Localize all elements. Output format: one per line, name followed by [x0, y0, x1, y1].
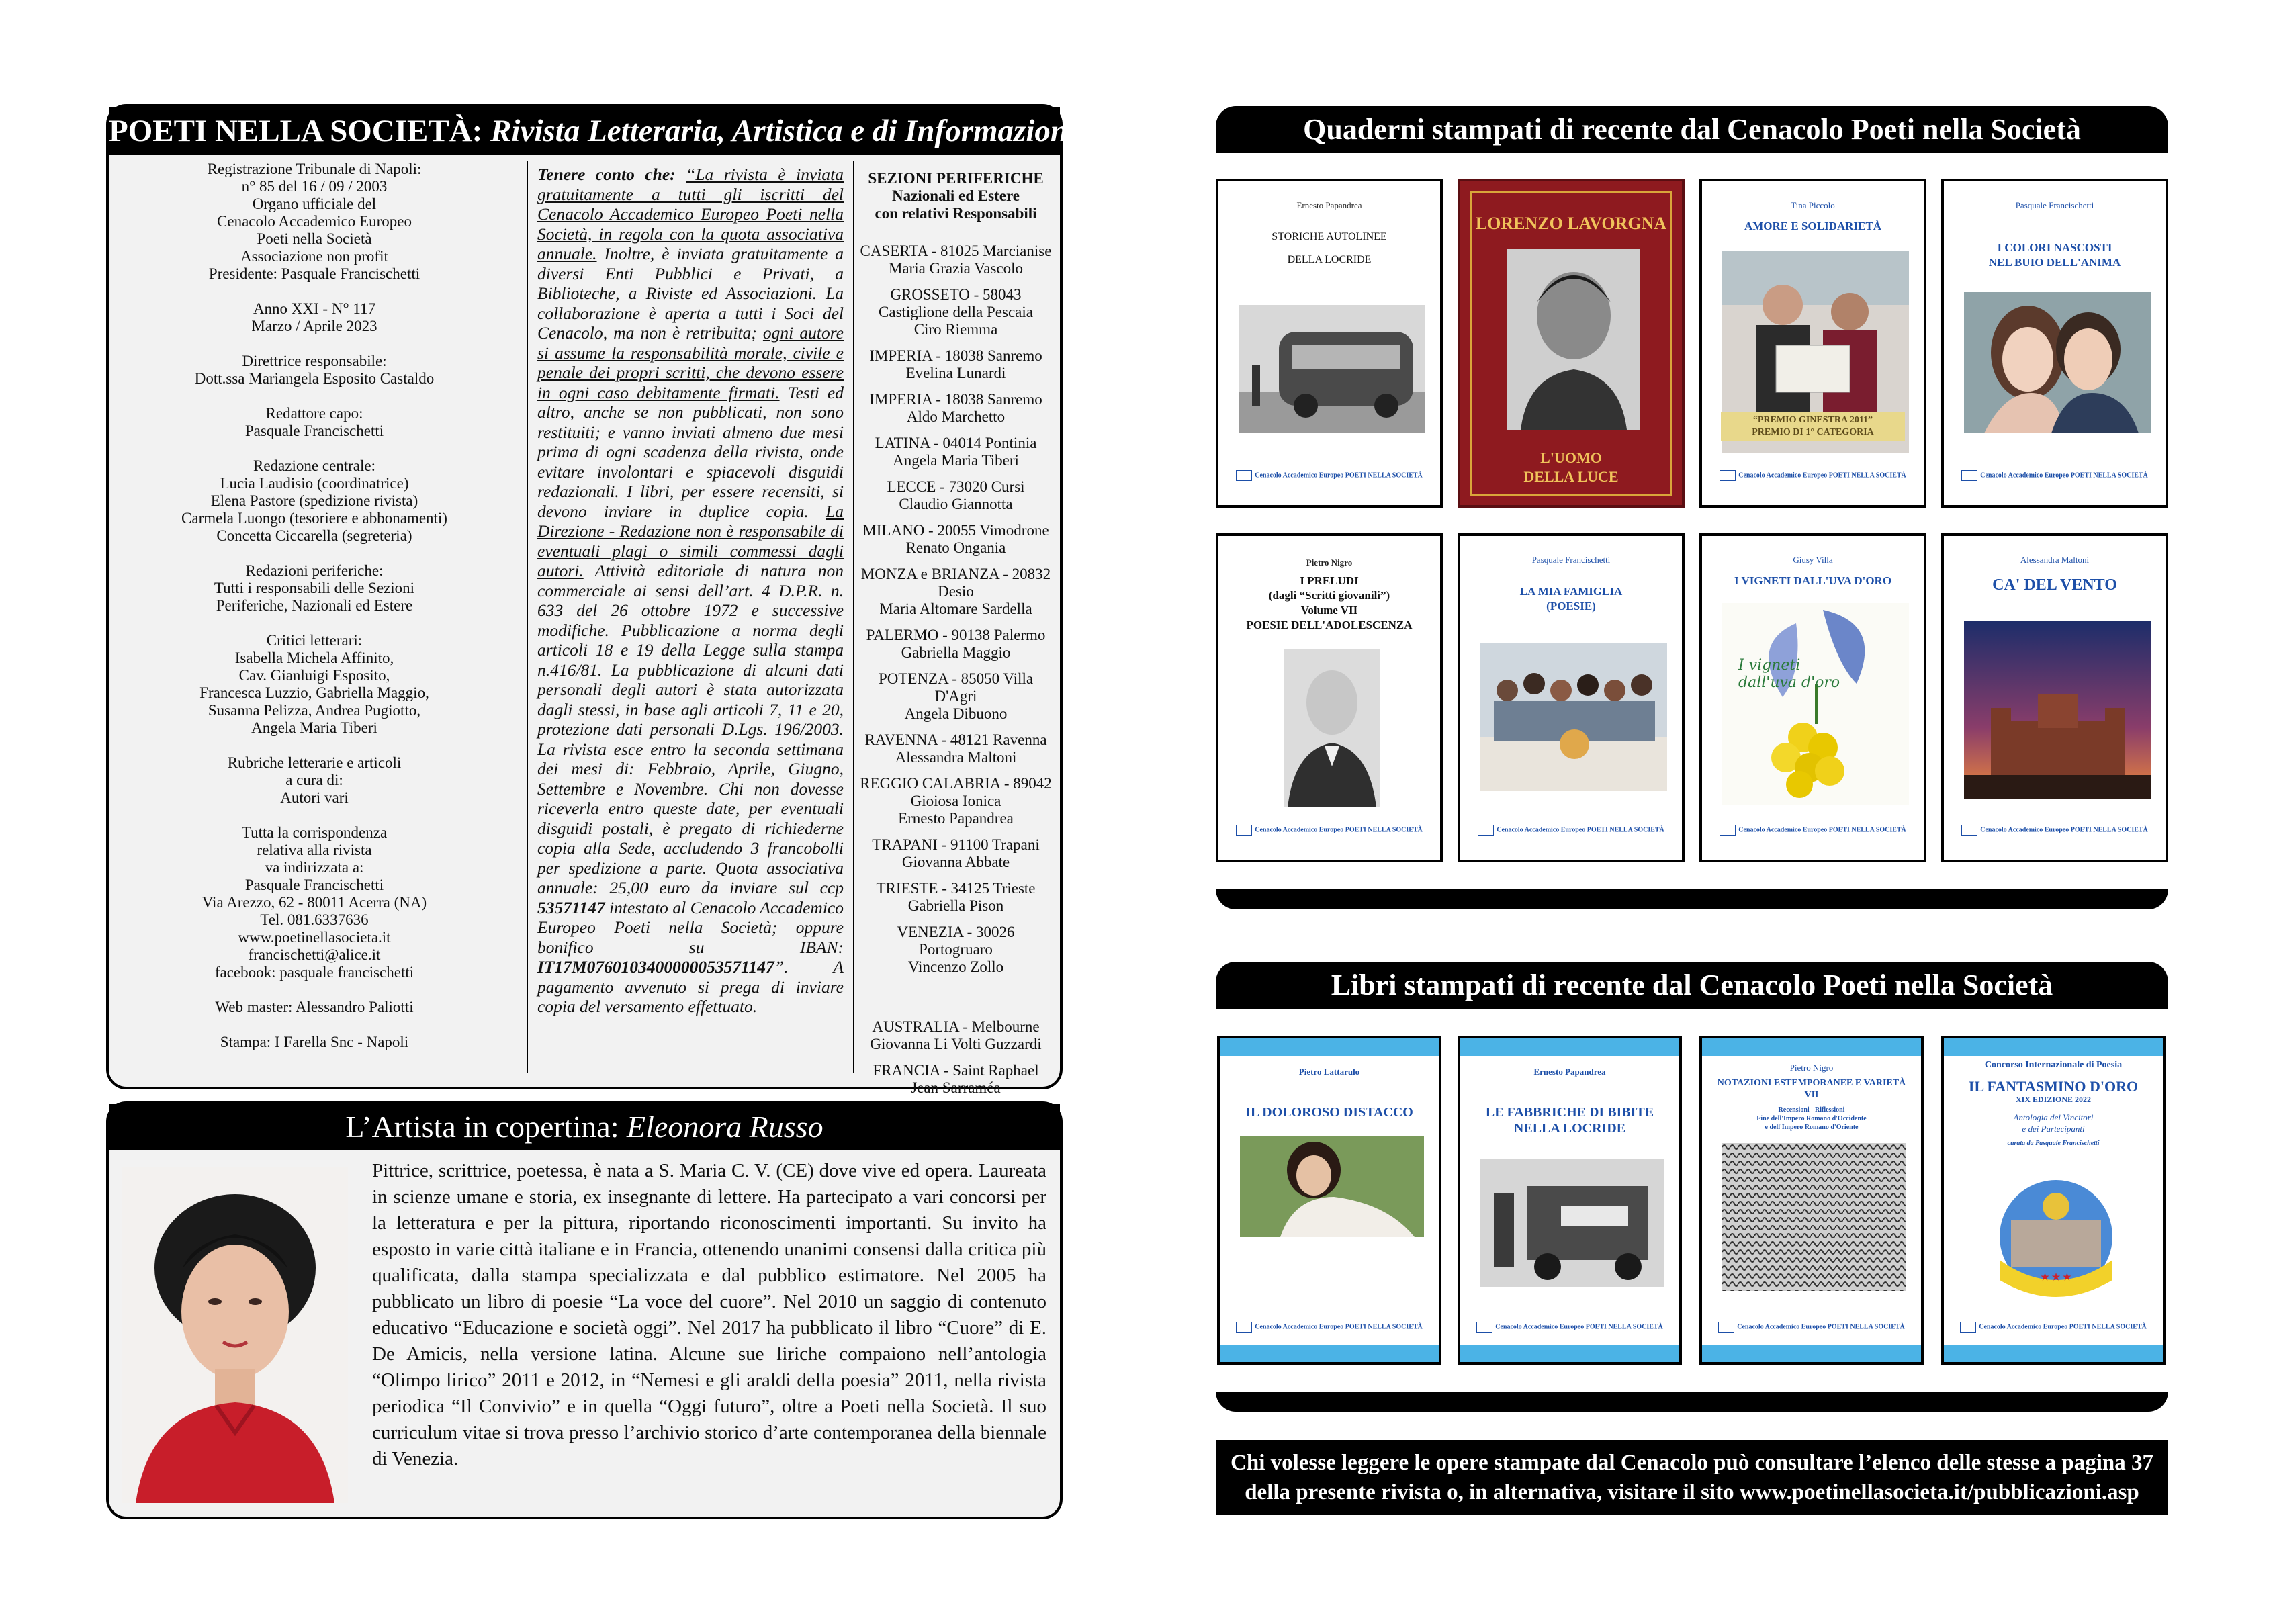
section-item: MONZA e BRIANZA - 20832 Desio Maria Altomare Sardella — [860, 566, 1051, 617]
terms-ccp: 53571147 — [537, 897, 605, 917]
book-cover-image — [1284, 649, 1380, 807]
artist-portrait-photo — [122, 1167, 348, 1503]
publisher-logo-icon — [1718, 1322, 1734, 1333]
terms-text-3: Attività editoriale di natura non commerciale ai sensi dell’art. 4 D.P.R. n. 633 del 26 ottobre 1972 e successive modifiche. Pubblicazione a norma degli articoli 18 e 19 della Legge sulla stampa n.416/81. La pubblicazione di alcuni dati personali degli autori è stata autorizzata dagli stessi, in base agli articoli 7, 11 e 20, protezione dati personali D.Lgs. 196/2003. La rivista esce entro la seconda settimana dei mesi di: Febbraio, Aprile, Giugno, Settembre e Novembre. Chi non dovesse riceverla entro queste date, per eventuali disguidi postali, è pregato di richiederne copia alla Sede, accludendo 3 francobolli per spedizione a parte. Quota associativa annuale: 25,00 euro da inviare sul ccp — [537, 561, 844, 897]
publisher-logo-icon — [1236, 825, 1252, 836]
publications-note — [1216, 1440, 2168, 1515]
section-item: POTENZA - 85050 Villa D'Agri Angela Dibuono — [878, 670, 1034, 722]
section-item: MILANO - 20055 Vimodrone Renato Ongania — [862, 522, 1049, 556]
note-line-1: Chi volesse leggere le opere stampate dal Cenacolo può consultare l’elenco delle stesse a pagina 37 — [1231, 1451, 2153, 1475]
cover-stripe — [1702, 1038, 1921, 1056]
credits-block: Critici letterari: Isabella Michela Affinito, Cav. Gianluigi Esposito, Francesca Luzzio, Gabriella Maggio, Susanna Pelizza, Andrea Pugiotto, Angela Maria Tiberi — [199, 632, 429, 736]
publisher-logo-icon — [1478, 825, 1494, 836]
publisher-name: Cenacolo Accademico Europeo POETI NELLA SOCIETÀ — [1255, 1323, 1423, 1331]
section-item: TRAPANI - 91100 Trapani Giovanna Abbate — [872, 836, 1040, 870]
terms-underlined-2: ogni autore si assume la responsabilità morale, civile e penale dei propri scritti, che devono essere in ogni caso debitamente firmati. — [537, 323, 844, 402]
quaderno-cover — [1458, 533, 1685, 862]
credits-block: Redazioni periferiche: Tutti i responsabili delle Sezioni Periferiche, Nazionali ed Estere — [214, 562, 415, 614]
terms-underlined-3: La Direzione - Redazione non è responsabile di eventuali plagi o simili commessi dagli autori. — [537, 501, 844, 580]
foreign-section-item: AUSTRALIA - Melbourne Giovanna Li Volti Guzzardi — [870, 1018, 1042, 1052]
book-cover-image — [1480, 643, 1667, 791]
foreign-section-item: FRANCIA - Saint Raphael Jean Sarraméa — [873, 1062, 1039, 1096]
credits-block: Web master: Alessandro Paliotti — [215, 999, 414, 1016]
artist-title — [109, 1104, 1060, 1150]
publisher-logo-icon — [1720, 470, 1736, 481]
book-subtitle: Antologia dei Vincitori e dei Partecipanti — [2013, 1112, 2094, 1134]
publisher-logo — [1944, 825, 2166, 836]
credits-block: Rubriche letterarie e articoli a cura di: Autori vari — [227, 754, 402, 806]
book-title: CA' DEL VENTO — [1992, 576, 2117, 594]
section-item: RAVENNA - 48121 Ravenna Alessandra Maltoni — [864, 731, 1047, 766]
quaderno-cover — [1216, 179, 1443, 508]
credits-block: Stampa: I Farella Snc - Napoli — [220, 1034, 409, 1050]
artist-title-plain: L’Artista in copertina: — [345, 1110, 619, 1144]
credits-block: Registrazione Tribunale di Napoli: n° 85 del 16 / 09 / 2003 Organo ufficiale del Cenacolo Accademico Europeo Poeti nella Società Associazione non profit Presidente: Pasquale Francischetti — [207, 161, 422, 282]
book-author: Pietro Lattarulo — [1298, 1067, 1360, 1077]
terms-text-5: ”. A pagamento avvenuto si prega di inviare copia del versamento effettuato. — [537, 957, 844, 1016]
publisher-logo — [1944, 470, 2166, 481]
quaderno-cover — [1699, 179, 1926, 508]
cover-stripe — [1220, 1345, 1439, 1362]
credits-block: Tutta la corrispondenza relativa alla rivista va indirizzata a: Pasquale Francischetti Via Arezzo, 62 - 80011 Acerra (NA) Tel. 081.6337636 www.poetinellasocieta.it francischetti@alice.it facebook: pasquale francischetti — [202, 824, 427, 981]
section-item: IMPERIA - 18038 Sanremo Evelina Lunardi — [869, 347, 1042, 381]
book-author: Ernesto Papandrea — [1533, 1067, 1606, 1077]
terms-text-2: Testi ed altro, anche se non pubblicati, non sono restituiti; e vanno inviati almeno due mesi prima di ogni scadenza della rivista, onde evitare involontari e spiacevoli disguidi redazionali. I libri, per essere recensiti, si devono inviare in duplice copia. — [537, 382, 844, 521]
quaderni-header: Quaderni stampati di recente dal Cenacolo Poeti nella Società — [1216, 106, 2168, 153]
book-title: L'UOMO DELLA LUCE — [1523, 449, 1619, 485]
book-title: I COLORI NASCOSTI NEL BUIO DELL'ANIMA — [1988, 241, 2121, 269]
book-author: Pasquale Francischetti — [2015, 200, 2094, 210]
book-subtitle: Recensioni - Riflessioni Fine dell'Impero Romano d'Occidente e dell'Impero Romano d'Oriente — [1756, 1106, 1867, 1131]
book-title: LA MIA FAMIGLIA (POESIE) — [1519, 585, 1623, 613]
terms-lead: Tenere conto che: — [537, 165, 676, 184]
publisher-logo — [1702, 825, 1924, 836]
publisher-logo — [1460, 825, 1682, 836]
libro-cover — [1941, 1036, 2166, 1365]
libro-cover — [1217, 1036, 1441, 1365]
terms-text-1: Inoltre, è inviata gratuitamente a diversi Enti Pubblici e Privati, a Biblioteche, a Riviste ed Associazioni. La collaborazione è aperta a tutti i Soci del Cenacolo, ma non è retribuita; — [537, 244, 844, 343]
book-title: LE FABBRICHE DI BIBITE NELLA LOCRIDE — [1485, 1105, 1654, 1136]
book-cover-handwriting: I vigneti dall'uva d'oro — [1738, 657, 1840, 691]
book-cover-image — [1964, 621, 2151, 799]
masthead-terms-column — [527, 161, 854, 1073]
quaderno-cover — [1941, 533, 2168, 862]
quaderno-cover — [1216, 533, 1443, 862]
publisher-logo — [1460, 1322, 1679, 1333]
book-cover-image — [1480, 1159, 1664, 1287]
section-item: LATINA - 04014 Pontinia Angela Maria Tiberi — [875, 435, 1037, 469]
book-title: I VIGNETI DALL'UVA D'ORO — [1734, 574, 1892, 587]
book-cover-image — [1984, 1179, 2128, 1294]
publisher-name: Cenacolo Accademico Europeo POETI NELLA SOCIETÀ — [1738, 471, 1906, 480]
masthead-sections-column — [858, 161, 1053, 1096]
book-title: I PRELUDI (dagli “Scritti giovanili”) Volume VII POESIE DELL'ADOLESCENZA — [1246, 574, 1413, 631]
book-curator: curata da Pasquale Francischetti — [2007, 1140, 2100, 1147]
book-author: Giusy Villa — [1793, 555, 1833, 565]
publisher-logo — [1944, 1322, 2163, 1333]
quaderni-footer-bar — [1216, 889, 2168, 909]
cover-stripe — [1944, 1038, 2163, 1056]
book-title: IL DOLOROSO DISTACCO — [1245, 1105, 1413, 1120]
quaderno-cover — [1699, 533, 1926, 862]
publisher-logo-icon — [1720, 825, 1736, 836]
masthead-title-italic: Rivista Letteraria, Artistica e di Informazione — [490, 114, 1082, 148]
terms-iban: IT17M0760103400000053571147 — [537, 957, 774, 977]
book-author: Alessandra Maltoni — [2020, 555, 2090, 565]
publisher-logo-icon — [1960, 1322, 1976, 1333]
book-title: STORICHE AUTOLINEE DELLA LOCRIDE — [1272, 231, 1387, 265]
cover-stripe — [1944, 1345, 2163, 1362]
cover-stripe — [1460, 1345, 1679, 1362]
section-item: TRIESTE - 34125 Trieste Gabriella Pison — [876, 880, 1036, 914]
masthead-title-bold: POETI NELLA SOCIETÀ: — [109, 114, 483, 148]
libri-footer-bar — [1216, 1392, 2168, 1412]
credits-block: Redazione centrale: Lucia Laudisio (coordinatrice) Elena Pastore (spedizione rivista) Carmela Luongo (tesoriere e abbonamenti) Concetta Ciccarella (segreteria) — [181, 457, 447, 544]
book-cover-image — [1239, 305, 1425, 433]
libro-cover — [1458, 1036, 1682, 1365]
book-cover-image — [1722, 603, 1909, 805]
sections-header: SEZIONI PERIFERICHE Nazionali ed Estere con relativi Responsabili — [868, 170, 1044, 222]
publisher-logo — [1218, 825, 1440, 836]
section-item: CASERTA - 81025 Marcianise Maria Grazia Vascolo — [860, 242, 1052, 277]
masthead-credits-column — [118, 161, 510, 1073]
artist-title-name: Eleonora Russo — [626, 1110, 823, 1144]
publisher-name: Cenacolo Accademico Europeo POETI NELLA SOCIETÀ — [1495, 1323, 1663, 1331]
publisher-name: Cenacolo Accademico Europeo POETI NELLA SOCIETÀ — [1980, 471, 2148, 480]
book-cover-image — [1964, 292, 2151, 433]
book-author: Tina Piccolo — [1791, 200, 1835, 210]
section-item: IMPERIA - 18038 Sanremo Aldo Marchetto — [869, 391, 1042, 425]
quaderno-cover — [1941, 179, 2168, 508]
book-author: Ernesto Papandrea — [1296, 200, 1362, 210]
publisher-logo-icon — [1961, 825, 1977, 836]
masthead-title — [109, 107, 1082, 155]
publisher-logo-icon — [1236, 1322, 1252, 1333]
publisher-logo-icon — [1476, 1322, 1492, 1333]
publisher-name: Cenacolo Accademico Europeo POETI NELLA SOCIETÀ — [1980, 826, 2148, 834]
credits-block: Direttrice responsabile: Dott.ssa Mariangela Esposito Castaldo — [194, 353, 435, 387]
book-author: LORENZO LAVORGNA — [1475, 214, 1667, 233]
publisher-name: Cenacolo Accademico Europeo POETI NELLA SOCIETÀ — [1255, 471, 1423, 480]
credits-block: Anno XXI - N° 117 Marzo / Aprile 2023 — [251, 300, 377, 334]
section-item: PALERMO - 90138 Palermo Gabriella Maggio — [866, 627, 1046, 661]
book-title: IL FANTASMINO D'ORO — [1968, 1078, 2139, 1095]
book-author: Pasquale Francischetti — [1531, 555, 1611, 565]
publisher-logo — [1218, 470, 1440, 481]
publisher-logo — [1220, 1322, 1439, 1333]
book-title: AMORE E SOLIDARIETÀ — [1744, 220, 1882, 232]
publisher-logo — [1702, 470, 1924, 481]
masthead-panel — [106, 104, 1082, 1096]
publisher-logo-icon — [1961, 470, 1977, 481]
publisher-name: Cenacolo Accademico Europeo POETI NELLA SOCIETÀ — [1497, 826, 1664, 834]
book-cover-caption: “PREMIO GINESTRA 2011” PREMIO DI 1° CATEGORIA — [1721, 412, 1905, 441]
artist-panel — [106, 1101, 1063, 1519]
publisher-name: Cenacolo Accademico Europeo POETI NELLA SOCIETÀ — [1737, 1323, 1905, 1331]
book-cover-image — [1507, 249, 1640, 430]
section-item: GROSSETO - 58043 Castiglione della Pescaia Ciro Riemma — [879, 286, 1033, 338]
book-cover-image — [1240, 1136, 1424, 1237]
section-item: VENEZIA - 30026 Portogruaro Vincenzo Zollo — [897, 923, 1015, 975]
section-item: LECCE - 73020 Cursi Claudio Giannotta — [887, 478, 1025, 512]
libro-cover — [1699, 1036, 1924, 1365]
artist-biography: Pittrice, scrittrice, poetessa, è nata a S. Maria C. V. (CE) dove vive ed opera. Laureata in scienze umane e storia, ex insegnante di lettere. Ha partecipato a vari concorsi per la letteratura e per la pittura, riportando riconoscimenti importanti. Su invito ha esposto in varie città italiane e in Francia, ottenendo unanimi consensi dalla critica più qualificata, dalla stampa specializzata e dal pubblico estimatore. Nel 2005 ha pubblicato un libro di poesie “La voce del cuore”. Nel 2010 un saggio di contenuto educativo “Educazione e società oggi”. Nel 2017 ha pubblicato il libro “Cuore” di E. De Amicis, nella versione latina. Alcune sue liriche compaiono nell’antologia “Olimpo lirico” 2011 e 2012, in “Nemesi e gli araldi della poesia” 2011, nella rivista periodica “Il Convivio” e in quella “Oggi futuro”, oltre a Poeti nella Società. Il suo curriculum vitae si trova presso l’archivio storico d’arte contemporanea della biennale di Venezia. — [372, 1160, 1046, 1470]
cover-stripe — [1460, 1038, 1679, 1056]
note-line-2: della presente rivista o, in alternativa, visitare il sito www.poetinellasocieta.it/pubblicazioni.asp — [1245, 1480, 2139, 1504]
quaderno-cover — [1458, 179, 1685, 508]
publisher-name: Cenacolo Accademico Europeo POETI NELLA SOCIETÀ — [1255, 826, 1423, 834]
terms-underlined-1: “La rivista è inviata gratuitamente a tutti gli iscritti del Cenacolo Accademico Europeo Poeti nella Società, in regola con la quota associativa annuale. — [537, 165, 844, 263]
publisher-logo — [1702, 1322, 1921, 1333]
book-edition: XIX EDIZIONE 2022 — [2015, 1095, 2092, 1104]
publisher-logo-icon — [1236, 470, 1252, 481]
section-item: REGGIO CALABRIA - 89042 Gioiosa Ionica Ernesto Papandrea — [860, 775, 1052, 827]
svg-text:★ ★ ★: ★ ★ ★ — [2041, 1271, 2071, 1282]
libri-header: Libri stampati di recente dal Cenacolo Poeti nella Società — [1216, 962, 2168, 1009]
book-author: Concorso Internazionale di Poesia — [1984, 1060, 2123, 1070]
cover-stripe — [1702, 1345, 1921, 1362]
book-title: NOTAZIONI ESTEMPORANEE E VARIETÀ VII — [1717, 1078, 1906, 1100]
credits-block: Redattore capo: Pasquale Francischetti — [244, 405, 384, 439]
terms-text-4: intestato al Cenacolo Accademico Europeo Poeti nella Società; oppure bonifico su IBAN: — [537, 897, 844, 957]
cover-stripe — [1220, 1038, 1439, 1056]
book-cover-image — [1722, 1143, 1906, 1291]
publisher-name: Cenacolo Accademico Europeo POETI NELLA SOCIETÀ — [1738, 826, 1906, 834]
publisher-name: Cenacolo Accademico Europeo POETI NELLA SOCIETÀ — [1979, 1323, 2147, 1331]
book-author: Pietro Nigro — [1789, 1063, 1834, 1073]
book-author: Pietro Nigro — [1306, 557, 1353, 568]
